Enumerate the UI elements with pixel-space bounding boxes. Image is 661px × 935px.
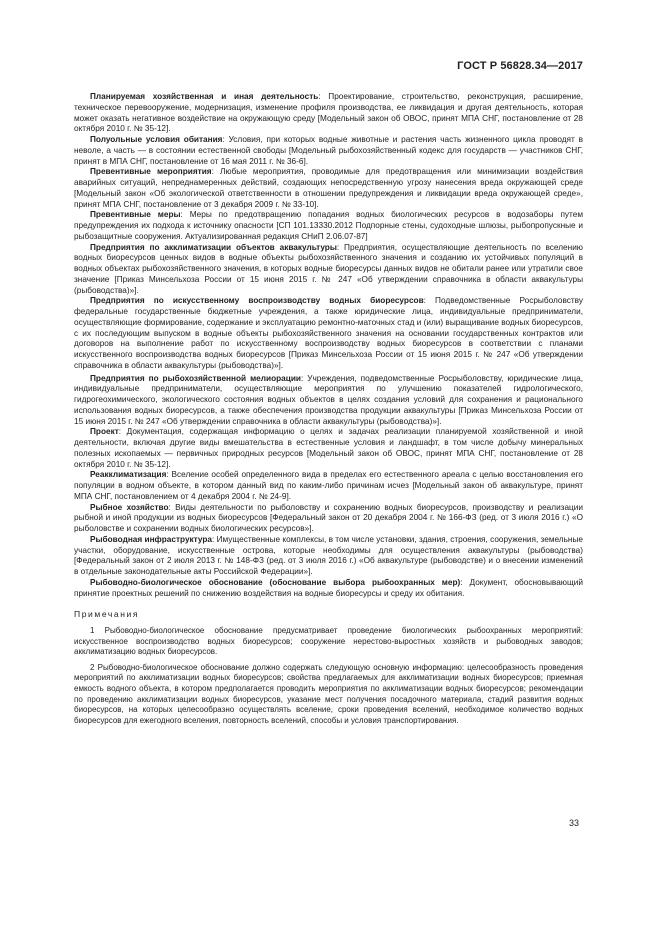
definition-term: Предприятия по искусственному воспроизводству водных биоресурсов — [90, 296, 424, 306]
definition-paragraph — [74, 578, 583, 600]
definition-text: : Учреждения, подведомственные Росрыболовству, юридические лица, индивидуальные предприниматели, осуществляющие мероприятия по улучшению показателей гидрологического, гидрогеохимического, экологического состояния водных объектов в целях создания условий для сохранения и рационального использования водных биоресурсов, а также обеспечения производства продукции аквакультуры [Приказ Минсельхоза России от 15 июня 2015 г. № 247 «Об утверждении справочника в области аквакультуры (рыбоводства)»]. — [74, 373, 583, 426]
note-item: 2 Рыбоводно-биологическое обоснование должно содержать следующую основную информацию: целесообразность проведения мероприятий по акклиматизации водных биоресурсов; свойства предлагаемых для акклиматизации водных биоресурсов; приемная емкость водного объекта, в котором предполагается проводить мероприятия по акклиматизации водных биоресурсов; рекомендации по проведению акклиматизации водных биоресурсов, указание мест получения посадочного материала, стадий развития водных биоресурсов, на которых целесообразно осуществлять вселение, сроки проведения вселений, необходимое количество водных биоресурсов для ежегодного вселения, повторность вселений, способы и условия транспортирования. — [74, 662, 583, 725]
definitions-body — [74, 92, 583, 726]
definition-term: Превентивные мероприятия — [90, 167, 212, 177]
definition-term: Реакклиматизация — [90, 470, 167, 480]
definition-paragraph — [74, 210, 583, 242]
definition-paragraph — [74, 167, 583, 210]
definition-text: : Виды деятельности по рыболовству и сохранению водных биоресурсов, производству и реализации рыбной и иной продукции из водных биоресурсов [Федеральный закон от 20 декабря 2004 г. № 166-ФЗ (ред. от 3 июля 2016 г.) «О рыболовстве и сохранении водных биологических ресурсов»]. — [74, 502, 583, 533]
definition-term: Превентивные меры — [90, 210, 181, 220]
definition-term: Рыбное хозяйство — [90, 502, 169, 512]
definition-paragraph — [74, 470, 583, 502]
definition-text: : Любые мероприятия, проводимые для предотвращения или минимизации воздействия аварийных ситуаций, непреднамеренных действий, создающих непосредственную угрозу нанесения вреда окружающей среде [Модельный закон «Об экологической ответственности в отношении предупреждения и ликвидации вреда окружающей среде», принят МПА СНГ, постановление от 3 декабря 2009 г. № 33-10]. — [74, 167, 583, 209]
definition-text: : Вселение особей определенного вида в пределах его естественного ареала с целью восстановления его популяции в водном объекте, в котором данный вид по каким-либо причинам исчез [Модельный закон об аквакультуре, принят МПА СНГ, постановлением от 4 декабря 2004 г. № 24-9]. — [74, 470, 583, 501]
definition-term: Планируемая хозяйственная и иная деятельность — [90, 92, 319, 101]
definition-term: Проект — [90, 427, 119, 437]
standard-header: ГОСТ Р 56828.34—2017 — [457, 60, 583, 72]
definition-term: Рыбоводная инфраструктура — [90, 534, 213, 544]
definition-paragraph — [74, 535, 583, 578]
definition-paragraph — [74, 92, 583, 135]
notes-section — [74, 626, 583, 726]
definition-paragraph — [74, 427, 583, 470]
page-number: 33 — [568, 818, 579, 828]
definition-paragraph — [74, 296, 583, 371]
definition-term: Полуольные условия обитания — [90, 135, 223, 144]
notes-heading: Примечания — [74, 609, 140, 620]
definition-term: Предприятия по акклиматизации объектов аквакультуры — [90, 242, 337, 252]
definition-text: : Документ, обосновывающий принятие проектных решений по снижению воздействия на водные биоресурсы и среду их обитания. — [74, 577, 583, 598]
definition-paragraph — [74, 374, 583, 428]
definition-term: Рыбоводно-биологическое обоснование (обоснование выбора рыбоохранных мер) — [90, 577, 461, 587]
definition-paragraph — [74, 503, 583, 535]
definition-text: : Меры по предотвращению попадания водных биологических ресурсов в водозаборы путем предупреждения их подхода к источнику опасности [СП 101.13330.2012 Подпорные стены, судоходные шлюзы, рыбопропускные и рыбозащитные сооружения. Актуализированная редакция СНиП 2.06.07-87] — [74, 210, 583, 241]
definition-paragraph — [74, 243, 583, 297]
note-item: 1 Рыбоводно-биологическое обоснование предусматривает проведение биологических рыбоохранных мероприятий: искусственное воспроизводство водных биоресурсов; сооружение нерестово-выростных хозяйств и рыбоводных заводов; акклиматизацию водных биоресурсов. — [74, 626, 583, 657]
definition-text: : Подведомственные Росрыболовству федеральные государственные бюджетные учреждения, а также юридические лица, индивидуальные предприниматели, осуществляющие формирование, содержание и эксплуатацию ремонтно-маточных стад и (или) выращивание водных биоресурсов, с их последующим выпуском в водные объекты рыбохозяйственного значения на основании государственных контрактов или договоров на выполнение работ по искусственному воспроизводству водных биоресурсов в соответствии с планами искусственного воспроизводства водных биоресурсов [Приказ Минсельхоза России от 15 июня 2015 г. № 247 «Об утверждении справочника в области аквакультуры (рыбоводства)»]. — [74, 296, 583, 370]
definition-text: : Проектирование, строительство, реконструкция, расширение, техническое перевооружение, модернизация, изменение профиля производства, ее ликвидация и другая деятельность, которая может оказать негативное воздействие на окружающую среду [Модельный закон об ОВОС, принят МПА СНГ, постановление от 28 октября 2010 г. № 35-12]. — [74, 92, 583, 134]
definition-text: : Документация, содержащая информацию о целях и задачах реализации планируемой хозяйственной и иной деятельности, включая другие виды вмешательства в естественные условия и ландшафт, в том числе добычу минеральных полезных ископаемых — первичных природных ресурсов [Модельный закон об ОВОС, принят МПА СНГ, постановление от 28 октября 2010 г. № 35-12]. — [74, 427, 583, 469]
definition-text: : Предприятия, осуществляющие деятельность по вселению водных биоресурсов ценных видов в водные объекты рыбохозяйственного значения и созданию их устойчивых популяций в водных объектах рыбохозяйственного значения, в которых водные биоресурсы данных видов не обитали ранее или утратили свое значение [Приказ Минсельхоза России от 15 июня 2015 г. № 247 «Об утверждении справочника в области аквакультуры (рыбоводства)»]. — [74, 242, 583, 295]
definition-term: Предприятия по рыбохозяйственной мелиорации — [90, 373, 301, 383]
definition-text: : Условия, при которых водные животные и растения часть жизненного цикла проводят в неволе, а часть — в состоянии естественной свободы [Модельный рыбохозяйственный кодекс для государств — участников СНГ, принят в МПА СНГ, постановление от 16 мая 2011 г. № 36-6]. — [74, 135, 583, 166]
definition-paragraph — [74, 135, 583, 167]
definition-text: : Имущественные комплексы, в том числе установки, здания, строения, сооружения, земельные участки, оборудование, искусственные острова, которые необходимы для осуществления аквакультуры (рыбоводства) [Федеральный закон от 2 июля 2013 г. № 148-ФЗ (ред. от 3 июля 2016 г.) «Об аквакультуре (рыбоводстве) и о внесении изменений в отдельные законодательные акты Российской Федерации»]. — [74, 534, 583, 576]
